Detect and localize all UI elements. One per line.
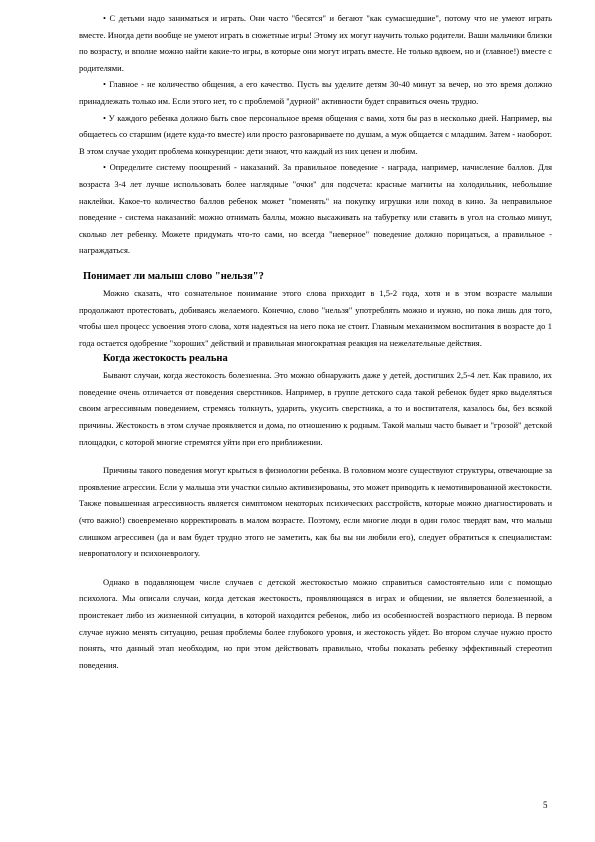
bullet-paragraph: • С детьми надо заниматься и играть. Они часто "бесятся" и бегают "как сумасшедшие", потому что не умеют играть вместе. Иногда дети вообще не умеют играть в сюжетные игры! Этому их могут научить только родители. Ваши мальчики близки по возрасту, и вполне можно найти какие-то игры, в которые они могут играть вместе. Не только вдвоем, но и (главное!) вместе с родителями. bbox=[79, 10, 552, 76]
bullet-paragraph: • Главное - не количество общения, а его качество. Пусть вы уделите детям 30-40 минут за вечер, но это время должно принадлежать только им. Если этого нет, то с проблемой "дурной" активности будет справиться очень трудно. bbox=[79, 76, 552, 109]
section-heading: Понимает ли малыш слово "нельзя"? bbox=[83, 270, 264, 282]
body-paragraph: Однако в подавляющем числе случаев с детской жестокостью можно справиться самостоятельно или с помощью психолога. Мы описали случаи, когда детская жестокость, проявляющаяся в играх и общении, не является болезненной, а проистекает либо из жизненной ситуации, в которой находится ребенок, либо из особенностей возрастного периода. В первом случае нужно менять ситуацию, решая проблемы более глубокого уровня, и жестокость уйдет. Во втором случае нужно просто понять, что данный этап необходим, но при этом действовать правильно, чтобы показать ребенку эффективный стереотип поведения. bbox=[79, 576, 552, 670]
section-heading: Когда жестокость реальна bbox=[103, 353, 228, 365]
document-page bbox=[79, 10, 552, 673]
bullet-paragraph: • Определите систему поощрений - наказаний. За правильное поведение - награда, например, начисление баллов. Для возраста 3-4 лет лучше использовать более наглядные "очки" для подсчета: красные магниты на холодильник, небольшие наклейки. Какое-то количество баллов ребенок может "поменять" на покупку игрушки или поход в кино. За неправильное поведение - система наказаний: можно отнимать баллы, можно высаживать на табуретку или ставить в угол на столько минут, сколько лет ребенку. Можете придумать что-то сами, но всегда "неверное" поведение должно порицаться, а правильное - награждаться. bbox=[79, 159, 552, 259]
bullet-paragraph: • У каждого ребенка должно быть свое персональное время общения с вами, хотя бы раз в несколько дней. Например, вы общаетесь со старшим (идете куда-то вместе) или просто разговариваете по душам, а муж общается с младшим. Затем - наоборот. В этом случае уходит проблема конкуренции: дети знают, что каждый из них ценен и любим. bbox=[79, 110, 552, 160]
page-number: 5 bbox=[543, 800, 548, 810]
body-paragraph: Причины такого поведения могут крыться в физиологии ребенка. В головном мозге существуют структуры, отвечающие за проявление агрессии. Если у малыша эти участки сильно активизированы, это может приводить к немотивированной жестокости. Также повышенная агрессивность является симптомом некоторых психических расстройств, которые можно диагностировать и (что важно!) своевременно корректировать в малом возрасте. Поэтому, если многие люди в один голос твердят вам, что малыш слишком агрессивен (да и вам будет трудно этого не заметить, как бы вы ни любили его), следует обратиться к специалистам: невропатологу и психоневрологу. bbox=[79, 465, 552, 559]
body-paragraph: Можно сказать, что сознательное понимание этого слова приходит в 1,5-2 года, хотя и в этом возрасте малыши продолжают протестовать, добиваясь желаемого. Конечно, слово "нельзя" употреблять можно и нужно, но пока лишь для того, чтобы шел процесс усвоения этого слова, хотя надеяться на него пока не стоит. Главным механизмом воспитания в возрасте до 1 года остается одобрение "хороших" действий и правильная многократная реакция на нежелательные действия. bbox=[79, 287, 552, 348]
body-paragraph: Бывают случаи, когда жестокость болезненна. Это можно обнаружить даже у детей, достигших 2,5-4 лет. Как правило, их поведение очень отличается от поведения сверстников. Например, в группе детского сада такой ребенок будет ярко выделяться своим агрессивным поведением, стремясь толкнуть, ударить, укусить сверстника, а то и воспитателя, казалось бы, без всякой причины. Жестокость в этом случае проявляется и дома, по отношению к родным. Такой малыш часто бывает и "грозой" детской площадки, с которой многие стремятся уйти при его приближении. bbox=[79, 370, 552, 447]
